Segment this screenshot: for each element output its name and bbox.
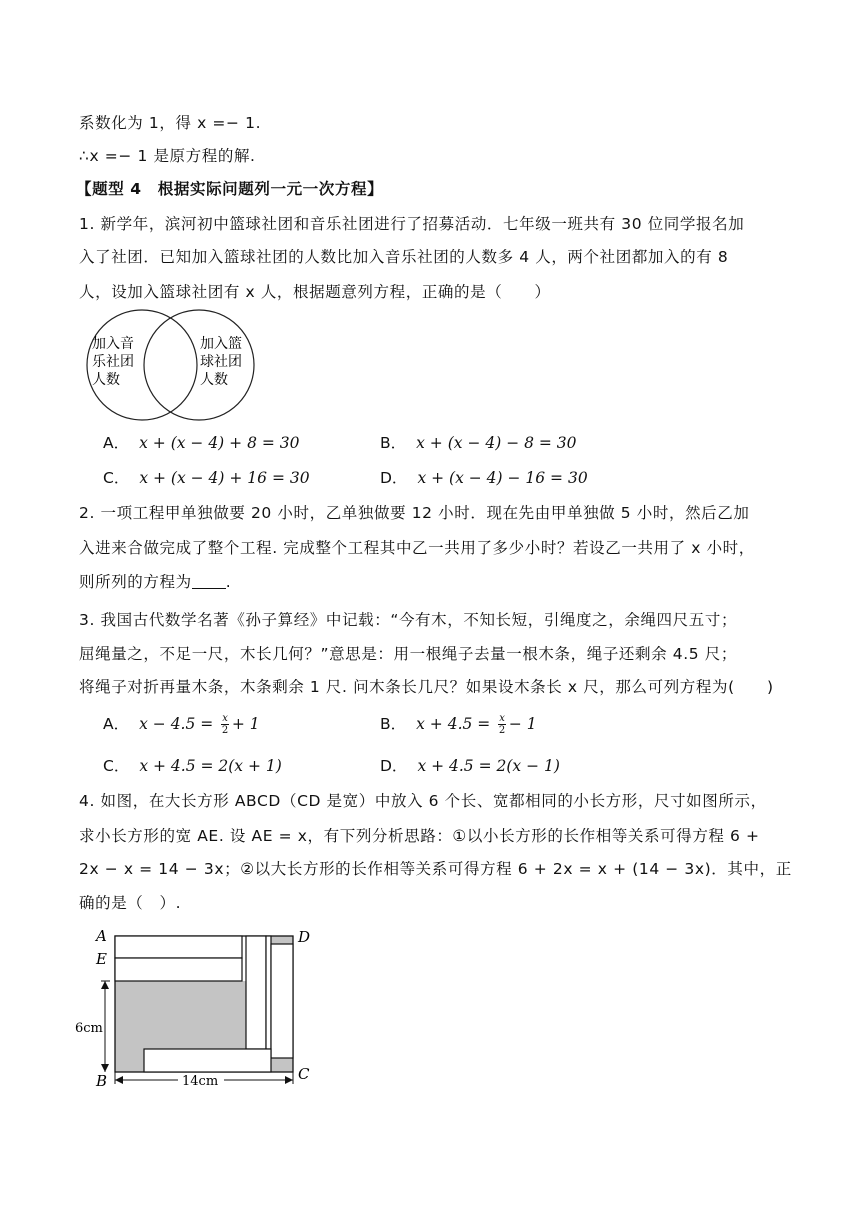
shaded-corner: [271, 936, 293, 944]
fraction-denominator: 2: [498, 725, 506, 736]
width-label: 14cm: [182, 1074, 219, 1089]
q3-line-1: 3. 我国古代数学名著《孙子算经》中记载：“今有木，不知长短，引绳度之，余绳四尺五寸；: [79, 611, 738, 629]
fraction: [498, 713, 506, 736]
option-label: D．: [380, 469, 408, 487]
option-expression: x + (x − 4) − 8 = 30: [416, 434, 577, 452]
fraction-numerator: x: [222, 713, 228, 724]
q4-line-3: 2x − x = 14 − 3x；②以大长方形的长作相等关系可得方程 6 + 2x = x + (14 − 3x)．其中，正: [79, 860, 792, 878]
q2-line-3: [79, 571, 231, 593]
option-label: B．: [380, 715, 407, 733]
intro-line-2: ∴x =− 1 是原方程的解.: [79, 147, 256, 165]
fraction-denominator: 2: [221, 725, 229, 736]
label-b: B: [96, 1072, 108, 1090]
q3-option-d: [380, 755, 560, 777]
section-heading: 【题型 4 根据实际问题列一元一次方程】: [76, 180, 384, 198]
option-label: C．: [103, 757, 130, 775]
small-rect-vertical-3: [271, 944, 293, 1058]
label-c: C: [298, 1065, 310, 1083]
venn-right-label-3: 人数: [200, 372, 228, 388]
option-label: D．: [380, 757, 408, 775]
small-rect-top-2: [115, 958, 242, 981]
venn-left-label-3: 人数: [92, 372, 120, 388]
width-arrow-right: [285, 1076, 293, 1084]
height-label: 6cm: [75, 1021, 103, 1036]
height-arrow-up: [101, 981, 109, 989]
height-arrow-down: [101, 1064, 109, 1072]
option-lhs: x − 4.5 =: [139, 715, 214, 733]
small-rect-bottom: [144, 1049, 271, 1072]
label-a: A: [96, 927, 107, 945]
small-rect-top-1: [115, 936, 242, 958]
option-expression: x + 4.5 = 2(x + 1): [139, 757, 282, 775]
q1-line-3: 人，设加入篮球社团有 x 人，根据题意列方程，正确的是（ ）: [79, 283, 551, 301]
option-rhs: + 1: [231, 715, 260, 733]
option-expression: x + (x − 4) − 16 = 30: [417, 469, 588, 487]
option-label: B．: [380, 434, 407, 452]
option-expression: x + (x − 4) + 8 = 30: [139, 434, 300, 452]
option-expression: x + 4.5 = 2(x − 1): [417, 757, 560, 775]
q1-option-c: [103, 467, 310, 489]
rectangle-figure: [74, 924, 324, 1099]
q3-line-2: 屈绳量之，不足一尺，木长几何？”意思是：用一根绳子去量一根木条，绳子还剩余 4.5 尺；: [79, 645, 737, 663]
venn-right-label-2: 球社团: [200, 354, 242, 370]
venn-left-label-2: 乐社团: [92, 354, 134, 370]
intro-line-1: 系数化为 1，得 x =− 1.: [79, 114, 262, 132]
q3-option-a: [103, 713, 260, 736]
q3-line-3: 将绳子对折再量木条，木条剩余 1 尺. 问木条长几尺？如果设木条长 x 尺，那么可列方程为( ): [79, 678, 774, 696]
venn-diagram: [74, 308, 264, 426]
option-label: A．: [103, 715, 130, 733]
q1-option-d: [380, 467, 588, 489]
fraction: [221, 713, 229, 736]
q1-option-b: [380, 432, 577, 454]
option-lhs: x + 4.5 =: [416, 715, 491, 733]
answer-blank[interactable]: [192, 574, 226, 589]
q1-line-1: 1. 新学年，滨河初中篮球社团和音乐社团进行了招募活动．七年级一班共有 30 位同学报名加: [79, 215, 745, 233]
venn-left-label-1: 加入音: [92, 336, 134, 352]
q3-option-b: [380, 713, 537, 736]
venn-right-label-1: 加入篮: [200, 336, 242, 352]
label-e: E: [96, 950, 107, 968]
width-arrow-left: [115, 1076, 123, 1084]
fraction-numerator: x: [499, 713, 505, 724]
q3-option-c: [103, 755, 282, 777]
option-expression: x + (x − 4) + 16 = 30: [139, 469, 310, 487]
q1-option-a: [103, 432, 300, 454]
q2-line-2: 入进来合做完成了整个工程. 完成整个工程其中乙一共用了多少小时？若设乙一共用了 x 小时，: [79, 539, 755, 557]
small-rect-vertical-2: [266, 936, 271, 1049]
option-label: C．: [103, 469, 130, 487]
q4-line-1: 4. 如图，在大长方形 ABCD（CD 是宽）中放入 6 个长、宽都相同的小长方形，尺寸如图所示，: [79, 792, 767, 810]
option-rhs: − 1: [508, 715, 537, 733]
q2-line-3-text: 则所列的方程为: [79, 573, 192, 591]
small-rect-vertical-1: [246, 936, 266, 1049]
label-d: D: [298, 928, 311, 946]
q2-line-3-end: .: [225, 573, 232, 591]
q4-line-4: 确的是（ ）.: [79, 894, 182, 912]
q1-line-2: 入了社团．已知加入篮球社团的人数比加入音乐社团的人数多 4 人，两个社团都加入的有 8: [79, 248, 729, 266]
q2-line-1: 2. 一项工程甲单独做要 20 小时，乙单独做要 12 小时．现在先由甲单独做 5 小时，然后乙加: [79, 504, 750, 522]
option-label: A．: [103, 434, 130, 452]
q4-line-2: 求小长方形的宽 AE. 设 AE = x，有下列分析思路：①以小长方形的长作相等关系可得方程 6 +: [79, 827, 760, 845]
